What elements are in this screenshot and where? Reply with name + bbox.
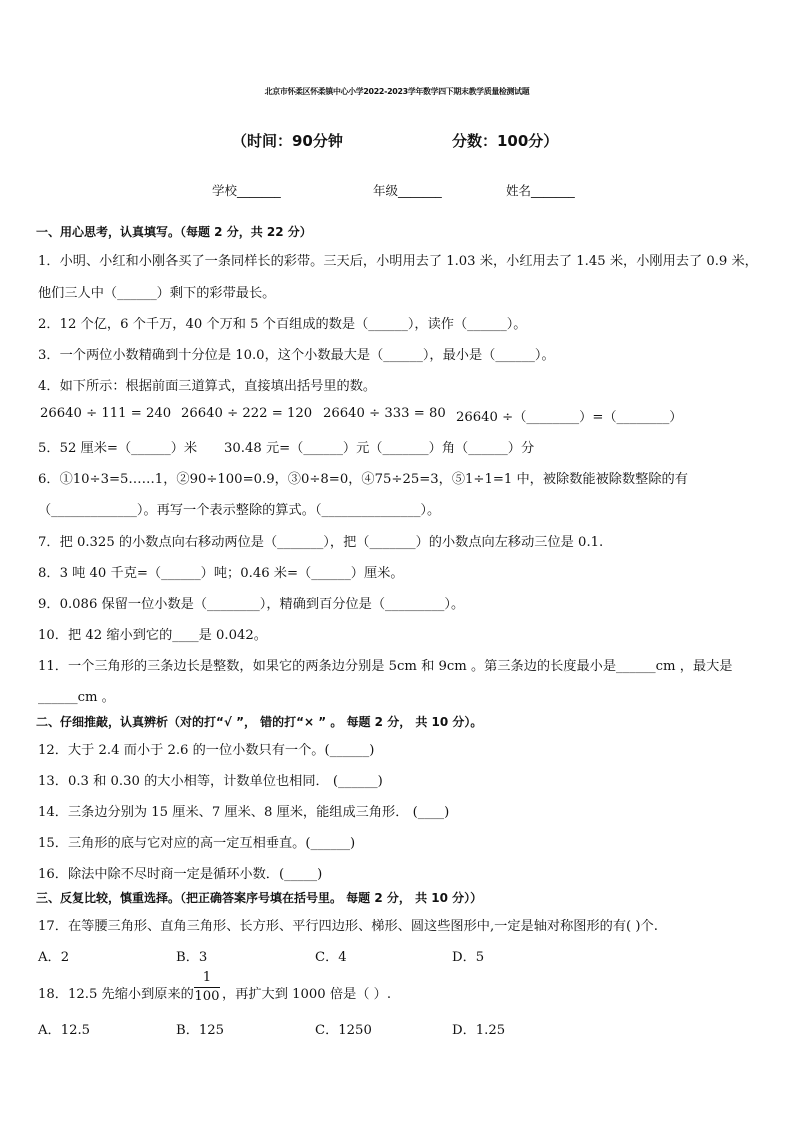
equation-1: 26640 ÷ 111 = 240: [40, 406, 172, 421]
section-3-heading: 三、反复比较，慎重选择。（把正确答案序号填在括号里。 每题 2 分， 共 10 分））: [36, 891, 483, 905]
grade-field: 年级_______: [373, 183, 442, 198]
question-1-line-1: 1．小明、小红和小刚各买了一条同样长的彩带。三天后，小明用去了 1.03 米，小红用去了 1.45 米，小刚用去了 0.9 米，: [38, 254, 758, 269]
question-14: 14．三条边分别为 15 厘米、7 厘米、8 厘米，能组成三角形． (____): [38, 805, 450, 820]
question-18-prefix: 18．12.5 先缩小到原来的: [38, 987, 194, 1002]
question-2: 2．12 个亿，6 个千万，40 个万和 5 个百组成的数是（______），读作（______）。: [38, 317, 527, 332]
school-field: 学校_______: [212, 183, 281, 198]
fraction-numerator: 1: [202, 970, 212, 985]
page-title: 北京市怀柔区怀柔镇中心小学2022-2023学年数学四下期末教学质量检测试题: [264, 87, 530, 96]
q17-option-c: C．4: [315, 950, 347, 965]
question-8: 8．3 吨 40 千克=（______）吨；0.46 米=（______）厘米。: [38, 566, 404, 581]
question-5-part-b: 30.48 元=（______）元（_______）角（______）分: [224, 441, 535, 456]
question-18-suffix: ，再扩大到 1000 倍是（ ）.: [222, 987, 392, 1002]
q17-option-d: D．5: [452, 950, 485, 965]
question-7: 7．把 0.325 的小数点向右移动两位是（_______），把（_______）的小数点向左移动三位是 0.1.: [38, 535, 604, 550]
question-3: 3．一个两位小数精确到十分位是 10.0，这个小数最大是（______），最小是（______）。: [38, 348, 555, 363]
question-11-line-2: ______cm 。: [38, 690, 115, 705]
fraction-one-hundredth: [194, 970, 220, 1005]
question-13: 13．0.3 和 0.30 的大小相等，计数单位也相同． (______): [38, 774, 383, 789]
question-1-line-2: 他们三人中（______）剩下的彩带最长。: [38, 286, 276, 301]
question-4: 4．如下所示：根据前面三道算式，直接填出括号里的数。: [38, 379, 377, 394]
section-1-heading: 一、用心思考，认真填写。（每题 2 分，共 22 分）: [36, 225, 312, 239]
fraction-denominator: 100: [194, 989, 220, 1004]
q18-option-b: B．125: [176, 1023, 225, 1038]
name-field: 姓名_______: [506, 183, 575, 198]
section-2-heading: 二、仔细推敲，认真辨析（对的打“√ ”， 错的打“× ” 。 每题 2 分， 共 10 分）。: [36, 715, 483, 729]
question-5-part-a: 5．52 厘米=（______）米: [38, 441, 198, 456]
question-17: 17．在等腰三角形、直角三角形、长方形、平行四边形、梯形、圆这些图形中,一定是轴对称图形的有( )个.: [38, 919, 658, 934]
exam-score: 分数：100分）: [452, 132, 559, 150]
q17-option-b: B．3: [176, 950, 208, 965]
question-16: 16．除法中除不尽时商一定是循环小数．(_____): [38, 867, 323, 882]
question-6-line-1: 6．①10÷3=5……1，②90÷100=0.9，③0÷8=0，④75÷25=3，⑤1÷1=1 中，被除数能被除数整除的有: [38, 472, 688, 487]
question-6-line-2: （_____________）。再写一个表示整除的算式。（_______________）。: [38, 503, 441, 518]
q18-option-a: A．12.5: [38, 1023, 91, 1038]
equation-4: 26640 ÷（________）=（________）: [456, 410, 683, 425]
question-10: 10．把 42 缩小到它的____是 0.042。: [38, 628, 267, 643]
fraction-bar: [194, 987, 220, 988]
q18-option-c: C．1250: [315, 1023, 372, 1038]
equation-3: 26640 ÷ 333 = 80: [323, 406, 446, 421]
q18-option-d: D．1.25: [452, 1023, 506, 1038]
q17-option-a: A．2: [38, 950, 70, 965]
question-9: 9．0.086 保留一位小数是（________），精确到百分位是（_________）。: [38, 597, 465, 612]
question-12: 12．大于 2.4 而小于 2.6 的一位小数只有一个。(______): [38, 743, 375, 758]
equation-2: 26640 ÷ 222 = 120: [181, 406, 313, 421]
exam-time: （时间：90分钟: [232, 132, 343, 150]
question-15: 15．三角形的底与它对应的高一定互相垂直。(______): [38, 836, 356, 851]
question-11-line-1: 11．一个三角形的三条边长是整数，如果它的两条边分别是 5cm 和 9cm 。第三条边的长度最小是______cm ，最大是: [38, 659, 733, 674]
